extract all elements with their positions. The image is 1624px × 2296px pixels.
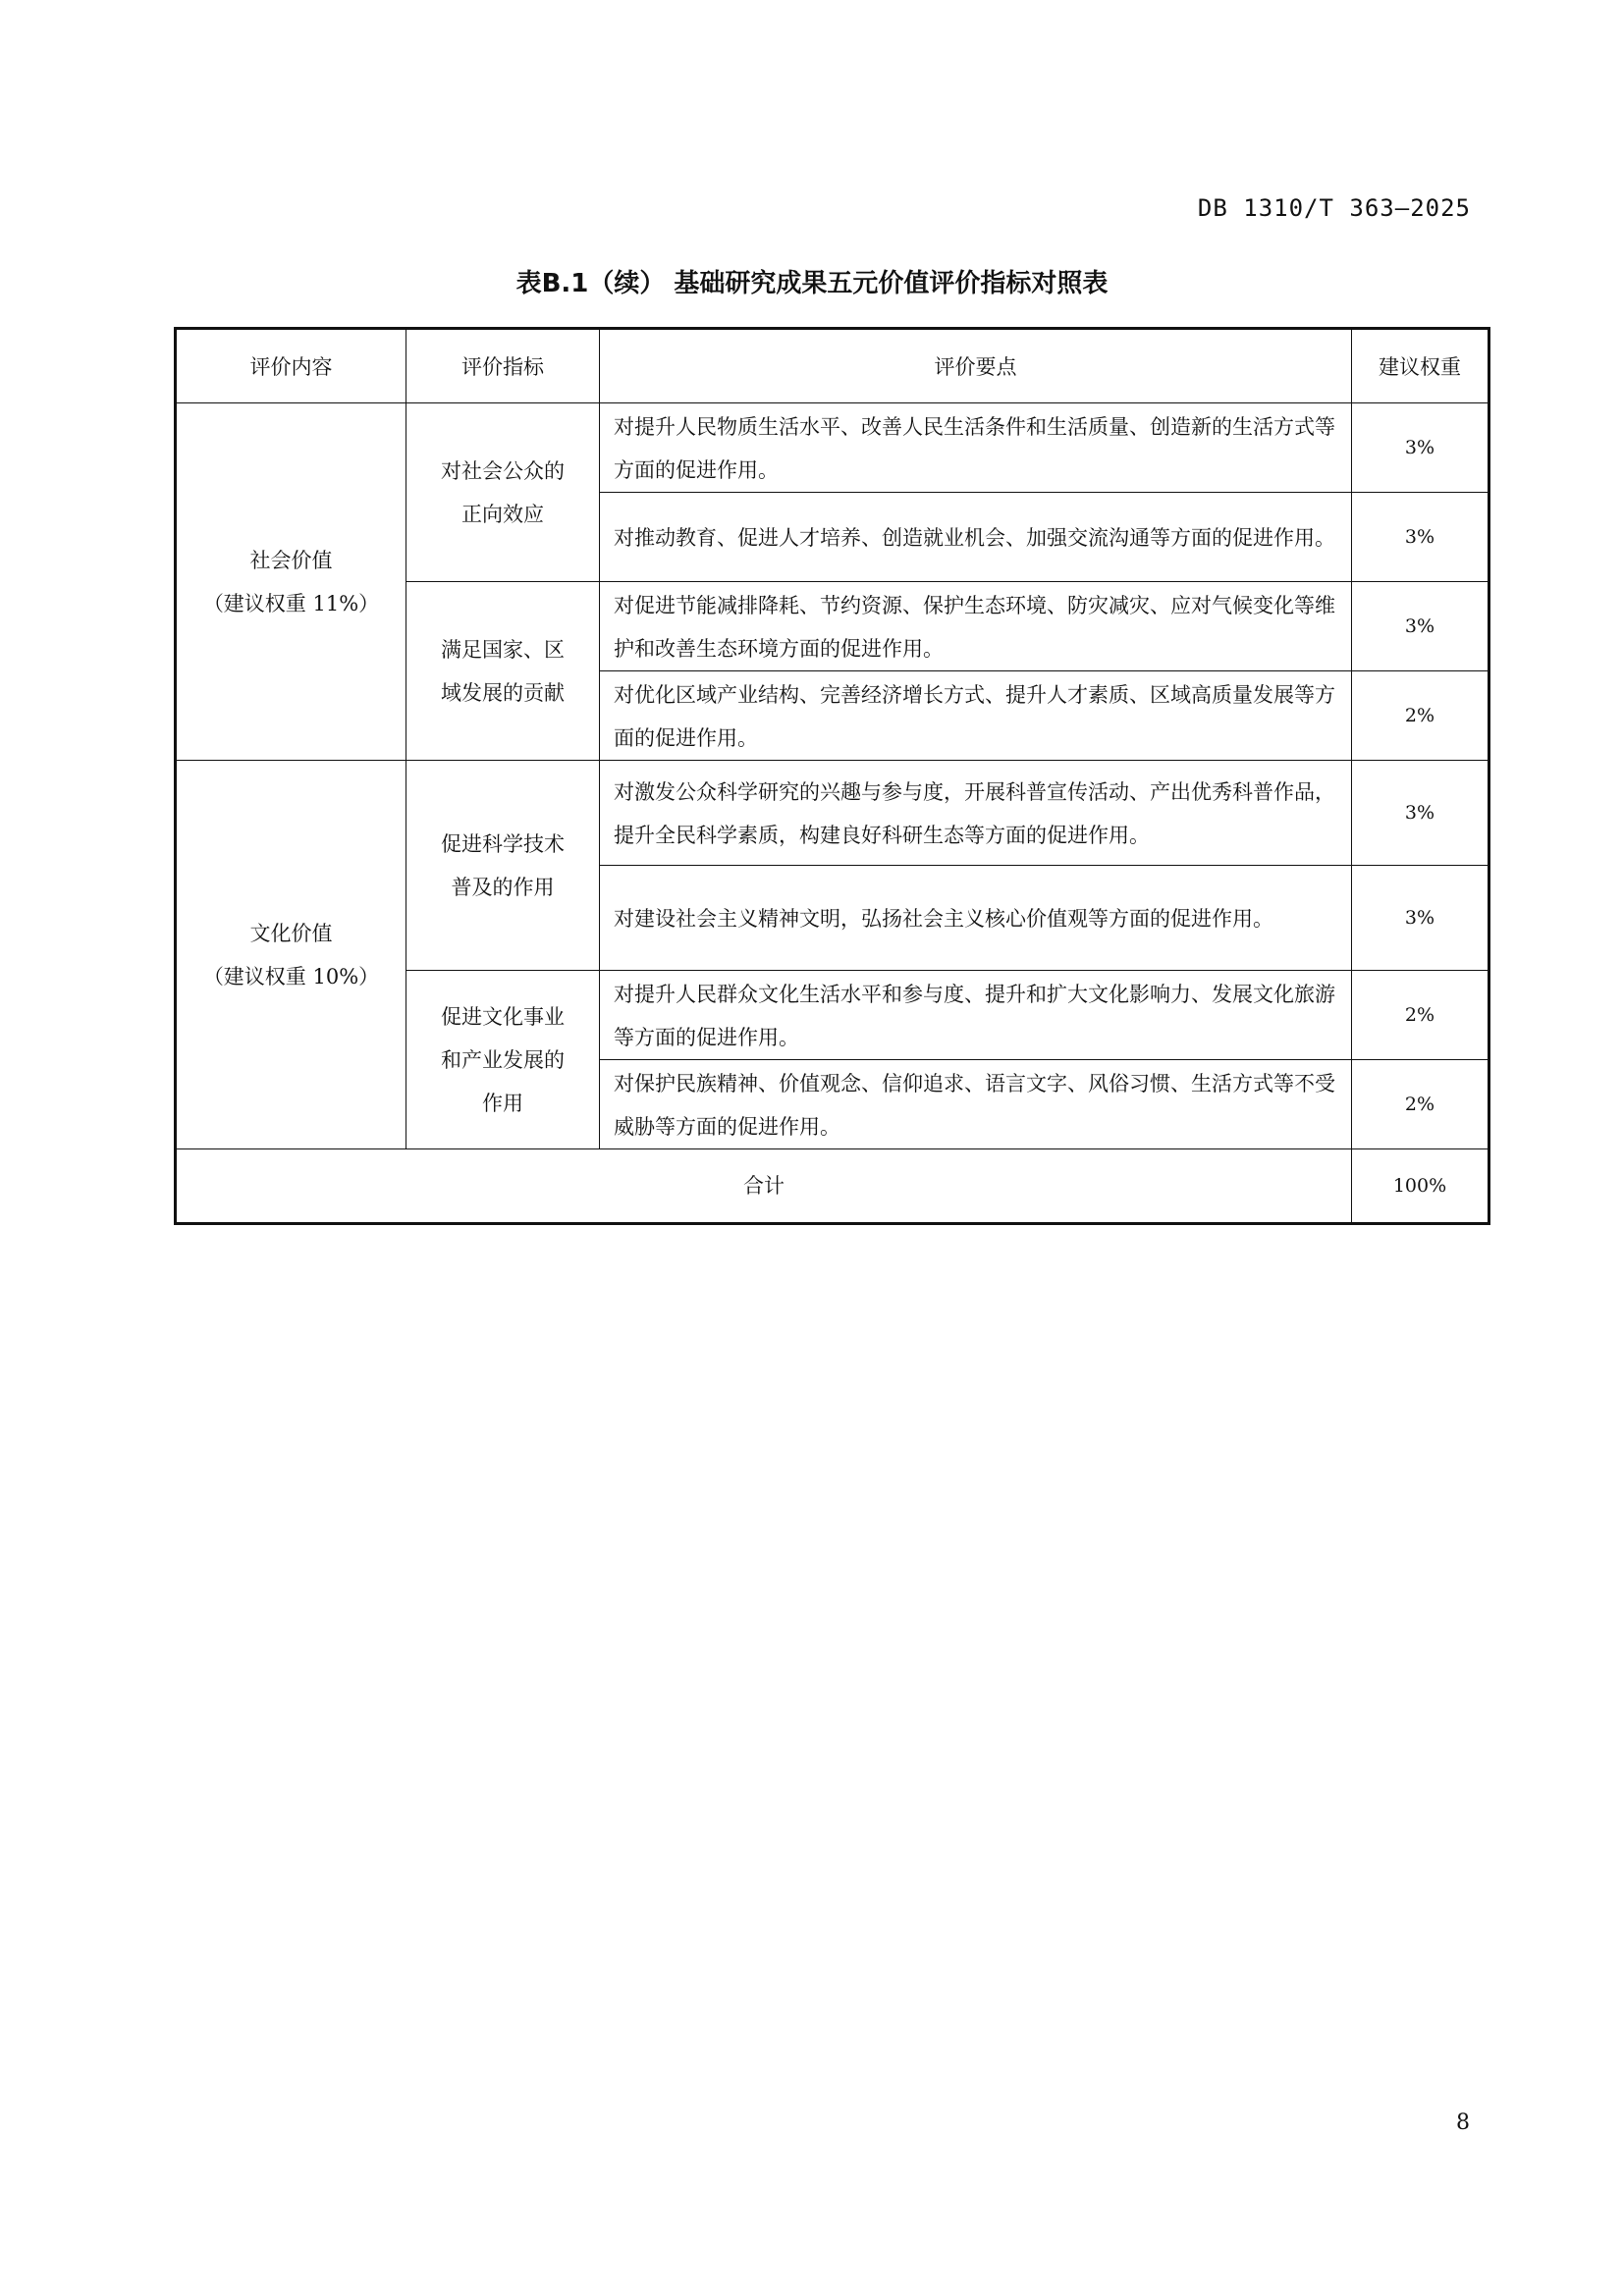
header-indicator: 评价指标 [406,329,600,403]
point-cell: 对保护民族精神、价值观念、信仰追求、语言文字、风俗习惯、生活方式等不受威胁等方面的促进作用。 [600,1060,1352,1149]
point-cell: 对促进节能减排降耗、节约资源、保护生态环境、防灾减灾、应对气候变化等维护和改善生态环境方面的促进作用。 [600,582,1352,671]
document-code: DB 1310/T 363—2025 [1197,194,1471,222]
weight-cell: 3% [1352,493,1489,582]
weight-cell: 2% [1352,1060,1489,1149]
total-weight: 100% [1352,1149,1489,1224]
weight-cell: 3% [1352,403,1489,493]
weight-cell: 3% [1352,761,1489,866]
evaluation-table-wrapper [174,327,1488,1225]
weight-cell: 3% [1352,866,1489,971]
point-cell: 对提升人民群众文化生活水平和参与度、提升和扩大文化影响力、发展文化旅游等方面的促进作用。 [600,971,1352,1060]
point-cell: 对推动教育、促进人才培养、创造就业机会、加强交流沟通等方面的促进作用。 [600,493,1352,582]
table-title: 表B.1（续） 基础研究成果五元价值评价指标对照表 [515,269,1109,298]
indicator-line: 正向效应 [461,502,544,526]
weight-cell: 3% [1352,582,1489,671]
table-header-row [176,329,1489,403]
weight-cell: 2% [1352,671,1489,761]
point-cell: 对提升人民物质生活水平、改善人民生活条件和生活质量、创造新的生活方式等方面的促进作用。 [600,403,1352,493]
total-row [176,1149,1489,1224]
total-label: 合计 [176,1149,1352,1224]
indicator-line: 促进科学技术 [441,831,565,856]
indicator-line: 满足国家、区 [441,637,565,662]
indicator-line: 作用 [482,1091,523,1115]
content-cell-cultural [176,761,406,1149]
weight-cell: 2% [1352,971,1489,1060]
indicator-line: 促进文化事业 [441,1004,565,1029]
content-label: 社会价值 [249,548,333,572]
table-row [176,403,1489,493]
evaluation-table [174,327,1490,1225]
content-label: 文化价值 [249,921,333,945]
indicator-cell [406,971,600,1149]
indicator-cell [406,403,600,582]
indicator-cell [406,761,600,971]
indicator-line: 域发展的贡献 [441,680,565,705]
point-cell: 对优化区域产业结构、完善经济增长方式、提升人才素质、区域高质量发展等方面的促进作用。 [600,671,1352,761]
content-cell-social [176,403,406,761]
point-cell: 对建设社会主义精神文明，弘扬社会主义核心价值观等方面的促进作用。 [600,866,1352,971]
indicator-cell [406,582,600,761]
point-cell: 对激发公众科学研究的兴趣与参与度，开展科普宣传活动、产出优秀科普作品，提升全民科学素质，构建良好科研生态等方面的促进作用。 [600,761,1352,866]
indicator-line: 普及的作用 [451,875,555,899]
table-row [176,761,1489,866]
header-points: 评价要点 [600,329,1352,403]
indicator-line: 和产业发展的 [441,1047,565,1072]
indicator-line: 对社会公众的 [441,458,565,483]
content-weight: （建议权重 11%） [202,591,380,615]
content-weight: （建议权重 10%） [202,964,380,988]
page-number: 8 [1456,2110,1470,2135]
header-content: 评价内容 [176,329,406,403]
header-weight: 建议权重 [1352,329,1489,403]
